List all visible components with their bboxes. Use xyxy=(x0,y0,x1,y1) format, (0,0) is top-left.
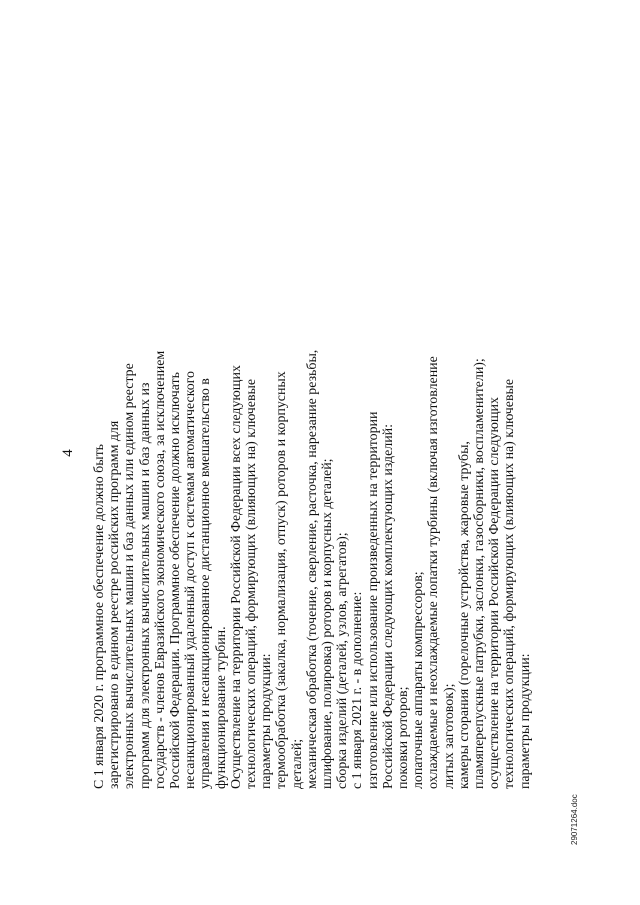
text-line: управления и несанкционированное дистанционное вмешательство в xyxy=(198,377,214,789)
document-id: 29071264.doc xyxy=(570,793,579,845)
text-line: С 1 января 2020 г. программное обеспечение должно быть xyxy=(92,443,107,789)
text-line: программ для электронных вычислительных машин и баз данных из xyxy=(137,382,153,789)
rotated-text-block xyxy=(50,53,590,853)
text-line: параметры продукции: xyxy=(259,652,275,789)
text-line: Российской Федерации. Программное обеспечение должно исключать xyxy=(168,371,184,789)
text-line: функционирование турбин. xyxy=(213,625,229,789)
text-line: поковки роторов; xyxy=(396,686,412,789)
text-line: пламяперепускные патрубки, заслонки, газосборники, воспламенители); xyxy=(472,357,488,789)
text-line: камеры сгорания (горелочные устройства, жаровые трубы, xyxy=(456,440,472,789)
text-line: Российской Федерации следующих комплектующих изделий: xyxy=(380,423,396,789)
text-line: технологических операций, формирующих (влияющих на) ключевые xyxy=(502,378,518,789)
page-number: 4 xyxy=(60,448,76,457)
text-line: параметры продукции: xyxy=(517,652,533,789)
text-line: Осуществление на территории Российской Федерации всех следующих xyxy=(228,364,244,789)
text-line: зарегистрировано в едином реестре российских программ для xyxy=(107,420,123,789)
text-line: термообработка (закалка, нормализация, отпуск) роторов и корпусных xyxy=(274,370,290,789)
text-line: несанкционированный удаленный доступ к системам автоматического xyxy=(183,370,199,789)
text-line: изготовление или использование произведенных на территории xyxy=(365,411,381,789)
text-line: лопаточные аппараты компрессоров; xyxy=(411,570,427,789)
text-line: сборка изделий (деталей, узлов, агрегатов); xyxy=(335,531,351,789)
text-line: механическая обработка (точение, сверление, расточка, нарезание резьбы, xyxy=(304,349,320,789)
text-line: деталей; xyxy=(289,738,305,789)
text-line: охлаждаемые и неохлаждаемые лопатки турбины (включая изготовление xyxy=(426,355,442,789)
text-line: электронных вычислительных машин и баз данных или едином реестре xyxy=(122,362,138,789)
text-line: технологических операций, формирующих (влияющих на) ключевые xyxy=(244,378,260,789)
text-line: осуществление на территории Российской Федерации следующих xyxy=(487,396,503,789)
text-line: литых заготовок); xyxy=(441,683,457,789)
text-line: шлифование, полировка) роторов и корпусных деталей; xyxy=(320,457,336,789)
text-line: с 1 января 2021 г. - в дополнение: xyxy=(350,591,366,789)
text-line: государств - членов Евразийского экономического союза, за исключением xyxy=(152,350,168,789)
body-text xyxy=(92,59,533,789)
